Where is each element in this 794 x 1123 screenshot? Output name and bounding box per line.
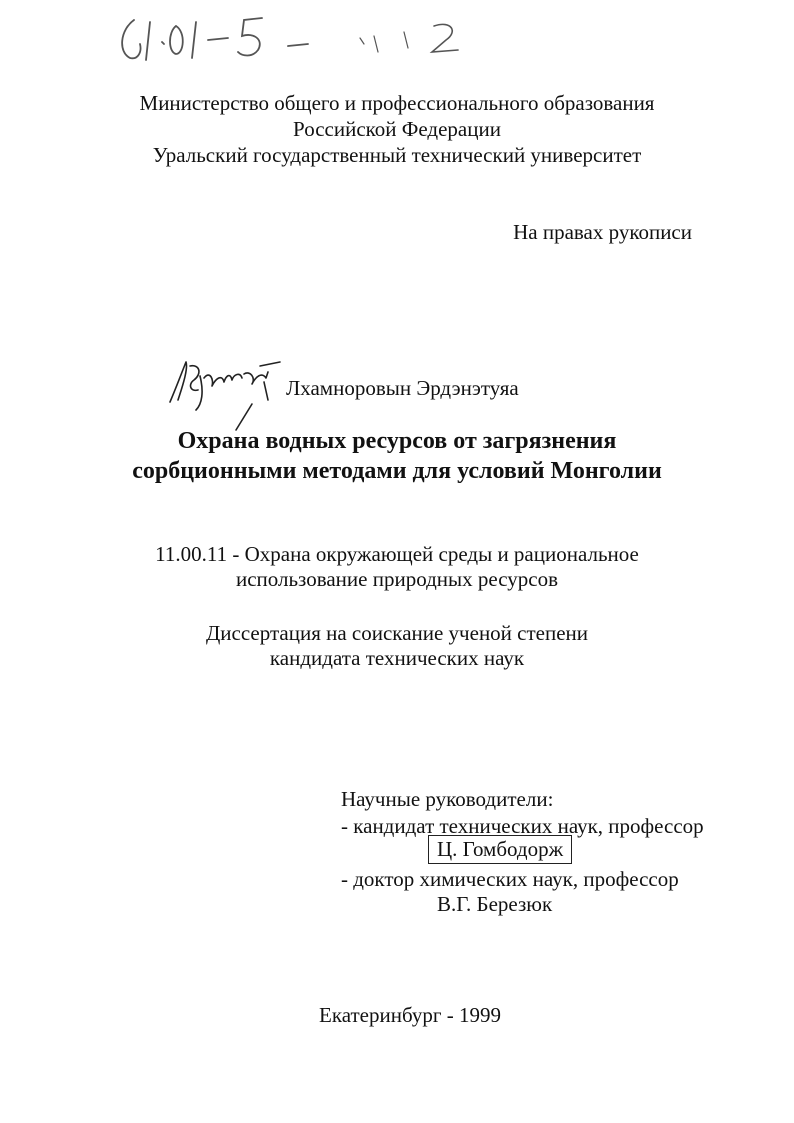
dissertation-title-line2: сорбционными методами для условий Монголии: [132, 458, 662, 484]
handwritten-archive-mark: [112, 8, 512, 68]
author-name: Лхамноровын Эрдэнэтуяа: [286, 376, 519, 400]
supervisor-1-name: Ц. Гомбодорж: [428, 835, 572, 864]
supervisor-1-title: - кандидат технических наук, профессор: [341, 814, 704, 838]
federation-line: Российской Федерации: [293, 117, 501, 141]
supervisor-2-name: В.Г. Березюк: [437, 892, 553, 916]
manuscript-note: На правах рукописи: [513, 220, 692, 244]
dissertation-title-line1: Охрана водных ресурсов от загрязнения: [177, 428, 617, 454]
supervisors-heading: Научные руководители:: [341, 787, 554, 811]
specialty-line1: 11.00.11 - Охрана окружающей среды и рациональное: [155, 542, 639, 566]
author-signature: [160, 352, 300, 432]
university-line: Уральский государственный технический университет: [152, 143, 642, 167]
ministry-line: Министерство общего и профессионального образования: [139, 91, 655, 115]
specialty-line2: использование природных ресурсов: [235, 567, 559, 591]
degree-line1: Диссертация на соискание ученой степени: [205, 621, 589, 645]
degree-line2: кандидата технических наук: [269, 646, 525, 670]
place-year: Екатеринбург - 1999: [319, 1003, 501, 1027]
supervisor-2-title: - доктор химических наук, профессор: [341, 867, 679, 891]
supervisor-1-name-box: [428, 836, 572, 862]
